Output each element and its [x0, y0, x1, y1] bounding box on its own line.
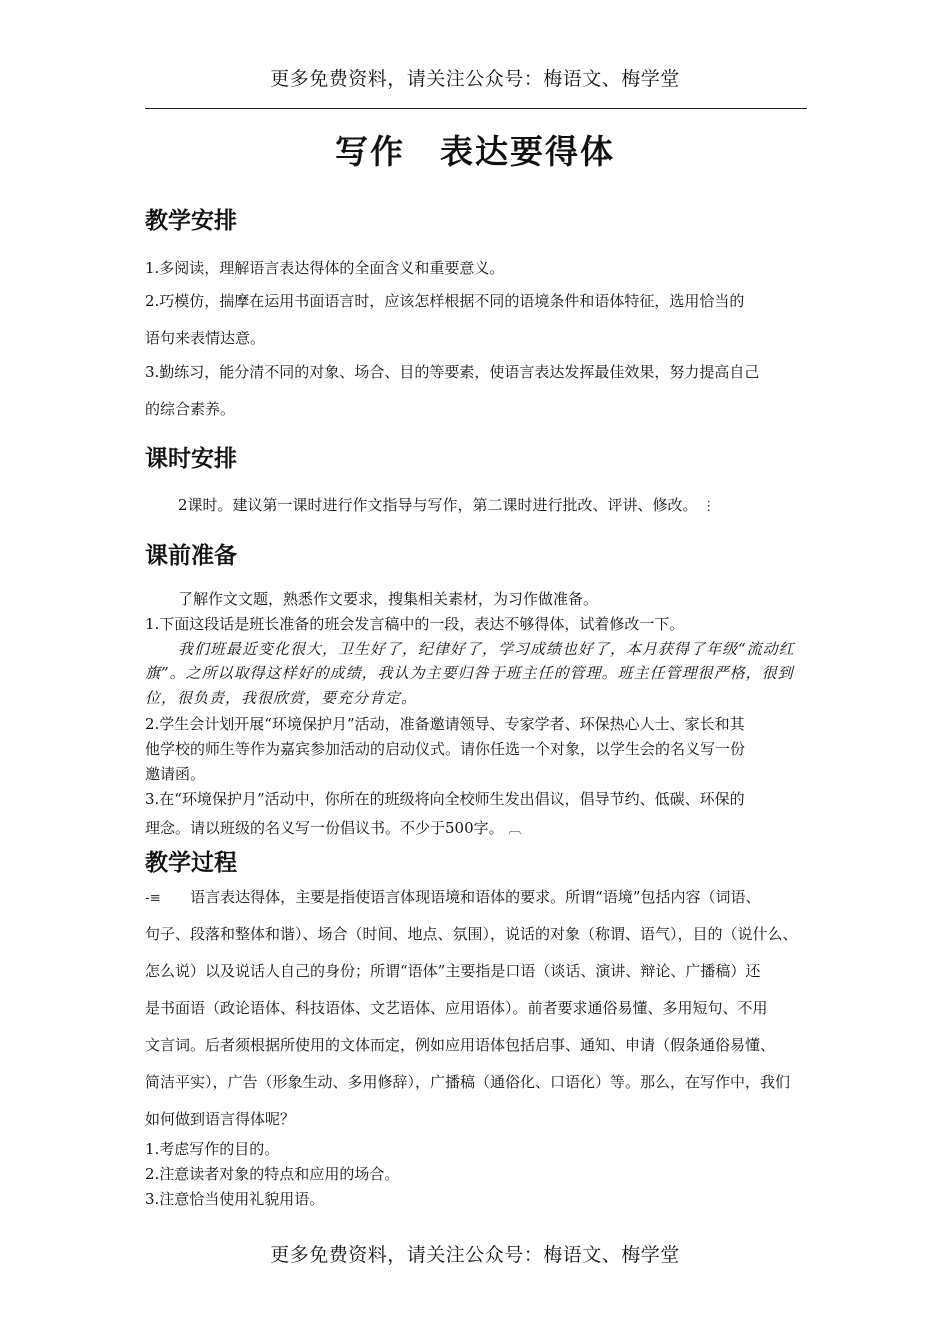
- section-heading-teaching-arrangement: 教学安排: [145, 208, 237, 234]
- arrangement-line-2: 2.巧模仿，揣摩在运用书面语言时，应该怎样根据不同的语境条件和语体特征，选用恰当的: [145, 292, 745, 310]
- document-title: 写作 表达要得体: [335, 132, 615, 171]
- arrangement-line-1: 1.多阅读，理解语言表达得体的全面含义和重要意义。: [145, 259, 505, 277]
- process-line-6: 简洁平实），广告（形象生动、多用修辞），广播稿（通俗化、口语化）等。那么，在写作中，我们: [145, 1073, 791, 1091]
- arrangement-line-4: 3.勤练习，能分清不同的对象、场合、目的等要素，使语言表达发挥最佳效果，努力提高自己: [145, 363, 760, 381]
- process-line-5: 文言词。后者须根据所使用的文体而定，例如应用语体包括启事、通知、申请（假条通俗易懂、: [145, 1036, 776, 1054]
- process-line-1: 语言表达得体，主要是指使语言体现语境和语体的要求。所谓“语境”包括内容（词语、: [190, 888, 761, 906]
- process-point-1: 1.考虑写作的目的。: [145, 1140, 280, 1158]
- margin-mark: -≡: [145, 891, 161, 906]
- process-line-3: 怎么说）以及说话人自己的身份；所谓“语体”主要指是口语（谈话、演讲、辩论、广播稿）还: [145, 962, 761, 980]
- preparation-item-3-line-1: 3.在“环境保护月”活动中，你所在的班级将向全校师生发出倡议，倡导节约、低碳、环保的: [145, 790, 745, 808]
- header-promo-text: 更多免费资料，请关注公众号：梅语文、梅学堂: [270, 68, 680, 90]
- section-heading-lesson-arrangement: 课时安排: [145, 446, 237, 472]
- preparation-item-1: 1.下面这段话是班长准备的班会发言稿中的一段，表达不够得体，试着修改一下。: [145, 615, 685, 633]
- preparation-item-2-line-3: 邀请函。: [145, 765, 206, 783]
- margin-mark: ︹: [508, 822, 522, 837]
- preparation-intro: 了解作文文题，熟悉作文要求，搜集相关素材，为习作做准备。: [178, 590, 599, 608]
- section-heading-preparation: 课前准备: [145, 543, 237, 569]
- preparation-item-3-line-2: 理念。请以班级的名义写一份倡议书。不少于500字。: [145, 819, 504, 837]
- header-divider: [145, 108, 807, 109]
- lesson-arrangement-text: [178, 494, 843, 515]
- arrangement-line-5: 的综合素养。: [145, 400, 236, 418]
- preparation-item-2-line-2: 他学校的师生等作为嘉宾参加活动的启动仪式。请你任选一个对象，以学生会的名义写一份: [145, 740, 746, 758]
- process-line-4: 是书面语（政论语体、科技语体、文艺语体、应用语体）。前者要求通俗易懂、多用短句、不用: [145, 999, 768, 1017]
- process-line-1-wrap: [145, 886, 810, 907]
- speech-excerpt-line-1: 我们班最近变化很大，卫生好了，纪律好了，学习成绩也好了，本月获得了年级“流动红: [178, 640, 795, 658]
- process-point-3: 3.注意恰当使用礼貌用语。: [145, 1190, 325, 1208]
- process-point-2: 2.注意读者对象的特点和应用的场合。: [145, 1165, 400, 1183]
- section-heading-process: 教学过程: [145, 850, 237, 876]
- margin-mark: ⋮: [702, 499, 716, 514]
- preparation-item-2-line-1: 2.学生会计划开展“环境保护月”活动，准备邀请领导、专家学者、环保热心人士、家长和其: [145, 715, 745, 733]
- preparation-item-3-line-2-wrap: [145, 817, 810, 838]
- speech-excerpt-line-3: 位，很负责，我很欣赏，要充分肯定。: [145, 689, 418, 707]
- footer-promo-text: 更多免费资料，请关注公众号：梅语文、梅学堂: [270, 1244, 680, 1266]
- lesson-arrangement-line: 2课时。建议第一课时进行作文指导与写作，第二课时进行批改、评讲、修改。: [178, 496, 698, 514]
- process-line-2: 句子、段落和整体和谐）、场合（时间、地点、氛围），说话的对象（称谓、语气），目的（说什么、: [145, 925, 798, 943]
- arrangement-line-3: 语句来表情达意。: [145, 329, 266, 347]
- process-line-7: 如何做到语言得体呢？: [145, 1110, 296, 1128]
- speech-excerpt-line-2: 旗”。之所以取得这样好的成绩，我认为主要归咎于班主任的管理。班主任管理很严格，很到: [145, 664, 794, 682]
